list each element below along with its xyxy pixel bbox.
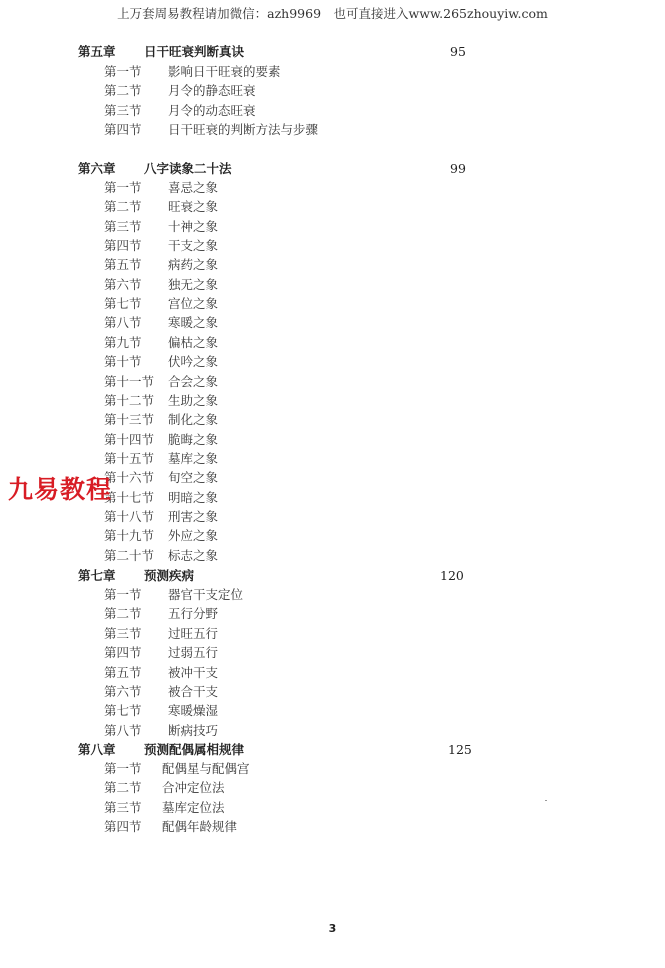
chapter-title: 八字读象二十法	[144, 161, 232, 176]
section-title: 旺衰之象	[168, 199, 219, 215]
section-number: 第二节	[104, 83, 142, 99]
section-number: 第六节	[104, 684, 142, 699]
section-title: 生助之象	[168, 392, 219, 408]
section-entry	[0, 430, 665, 449]
section-entry	[0, 546, 665, 565]
section-title: 器官干支定位	[168, 587, 244, 602]
section-entry	[0, 798, 665, 817]
section-number: 第七节	[104, 703, 142, 719]
section-title: 配偶星与配偶宫	[162, 761, 250, 776]
section-entry	[0, 778, 665, 797]
section-title: 偏枯之象	[168, 334, 219, 350]
section-entry	[0, 178, 665, 197]
section-entry	[0, 585, 665, 604]
section-number: 第一节	[104, 761, 142, 776]
section-title: 五行分野	[168, 606, 219, 622]
chapter-heading	[0, 740, 665, 759]
chapter-page-number: 99	[450, 161, 466, 176]
section-entry	[0, 682, 665, 701]
section-number: 第十一节	[104, 373, 155, 389]
section-title: 过旺五行	[168, 625, 219, 641]
section-number: 第十五节	[104, 450, 155, 466]
chapter-number: 第七章	[78, 568, 116, 583]
section-title: 寒暖之象	[168, 315, 219, 331]
section-entry	[0, 217, 665, 236]
section-title: 十神之象	[168, 218, 219, 234]
section-entry	[0, 372, 665, 391]
section-title: 合会之象	[168, 373, 219, 389]
section-number: 第二节	[104, 199, 142, 215]
chapter-page-number: 125	[448, 742, 472, 757]
section-entry	[0, 624, 665, 643]
section-title: 伏吟之象	[168, 354, 219, 370]
section-number: 第十七节	[104, 489, 155, 505]
section-entry	[0, 449, 665, 468]
section-number: 第十四节	[104, 431, 155, 447]
section-title: 标志之象	[168, 547, 219, 563]
section-entry	[0, 120, 665, 139]
section-title: 日干旺衰的判断方法与步骤	[168, 122, 319, 138]
section-number: 第三节	[104, 799, 142, 815]
section-title: 墓库定位法	[162, 799, 225, 815]
section-title: 月令的静态旺衰	[168, 83, 256, 99]
section-entry	[0, 817, 665, 836]
section-title: 制化之象	[168, 412, 219, 428]
section-entry	[0, 663, 665, 682]
section-title: 被冲干支	[168, 664, 219, 680]
chapter-number: 第八章	[78, 742, 116, 757]
section-number: 第七节	[104, 296, 142, 312]
chapter-page-number: 120	[440, 568, 464, 583]
chapter-number: 第五章	[78, 44, 116, 59]
chapter-heading	[0, 566, 665, 585]
section-number: 第五节	[104, 257, 142, 273]
section-entry	[0, 721, 665, 740]
section-entry	[0, 507, 665, 526]
section-number: 第一节	[104, 587, 142, 602]
section-entry	[0, 352, 665, 371]
section-number: 第五节	[104, 664, 142, 680]
section-number: 第四节	[104, 645, 142, 661]
section-entry	[0, 333, 665, 352]
section-title: 独无之象	[168, 276, 219, 292]
chapter-page-number: 95	[450, 44, 466, 59]
section-entry	[0, 236, 665, 255]
scan-speck	[545, 800, 547, 801]
section-entry	[0, 701, 665, 720]
section-entry	[0, 197, 665, 216]
section-number: 第四节	[104, 238, 142, 254]
section-title: 外应之象	[168, 528, 219, 544]
section-title: 刑害之象	[168, 508, 219, 524]
section-title: 宫位之象	[168, 296, 219, 312]
section-number: 第六节	[104, 276, 142, 292]
section-entry	[0, 604, 665, 623]
chapter-heading	[0, 159, 665, 178]
section-number: 第十六节	[104, 470, 155, 486]
section-title: 月令的动态旺衰	[168, 102, 256, 118]
section-number: 第二十节	[104, 547, 155, 563]
section-entry	[0, 643, 665, 662]
section-title: 配偶年龄规律	[162, 819, 238, 835]
section-entry	[0, 391, 665, 410]
section-title: 断病技巧	[168, 722, 219, 738]
section-entry	[0, 410, 665, 429]
section-entry	[0, 526, 665, 545]
chapter-title: 预测疾病	[144, 568, 195, 583]
chapter-number: 第六章	[78, 161, 116, 176]
section-title: 影响日干旺衰的要素	[168, 64, 281, 79]
section-entry	[0, 81, 665, 100]
section-number: 第三节	[104, 102, 142, 118]
section-entry	[0, 294, 665, 313]
chapter-title: 日干旺衰判断真诀	[144, 44, 245, 59]
section-number: 第一节	[104, 64, 142, 79]
section-title: 干支之象	[168, 238, 219, 254]
section-title: 病药之象	[168, 257, 219, 273]
section-number: 第三节	[104, 625, 142, 641]
section-entry	[0, 275, 665, 294]
section-number: 第四节	[104, 819, 142, 835]
section-number: 第八节	[104, 722, 142, 738]
section-entry	[0, 101, 665, 120]
section-title: 喜忌之象	[168, 180, 219, 195]
section-number: 第二节	[104, 780, 142, 796]
section-number: 第十二节	[104, 392, 155, 408]
section-title: 明暗之象	[168, 489, 219, 505]
page-number: 3	[328, 922, 337, 935]
section-number: 第十八节	[104, 508, 155, 524]
section-number: 第十节	[104, 354, 142, 370]
section-title: 被合干支	[168, 684, 219, 699]
section-title: 旬空之象	[168, 470, 219, 486]
chapter-heading	[0, 42, 665, 61]
section-entry	[0, 759, 665, 778]
section-number: 第八节	[104, 315, 142, 331]
watermark: 九易教程	[8, 475, 113, 504]
section-title: 墓库之象	[168, 450, 219, 466]
section-entry	[0, 255, 665, 274]
section-title: 寒暖燥湿	[168, 703, 219, 719]
section-number: 第十九节	[104, 528, 155, 544]
section-title: 过弱五行	[168, 645, 219, 661]
section-title: 合冲定位法	[162, 780, 225, 796]
section-number: 第九节	[104, 334, 142, 350]
section-number: 第四节	[104, 122, 142, 138]
section-entry	[0, 62, 665, 81]
chapter-title: 预测配偶属相规律	[144, 742, 245, 757]
section-title: 脆晦之象	[168, 431, 219, 447]
section-number: 第十三节	[104, 412, 155, 428]
section-number: 第三节	[104, 218, 142, 234]
section-number: 第二节	[104, 606, 142, 622]
section-entry	[0, 313, 665, 332]
page-header: 上万套周易教程请加微信：azh9969 也可直接进入www.265zhouyiw.com	[117, 6, 548, 21]
section-number: 第一节	[104, 180, 142, 195]
